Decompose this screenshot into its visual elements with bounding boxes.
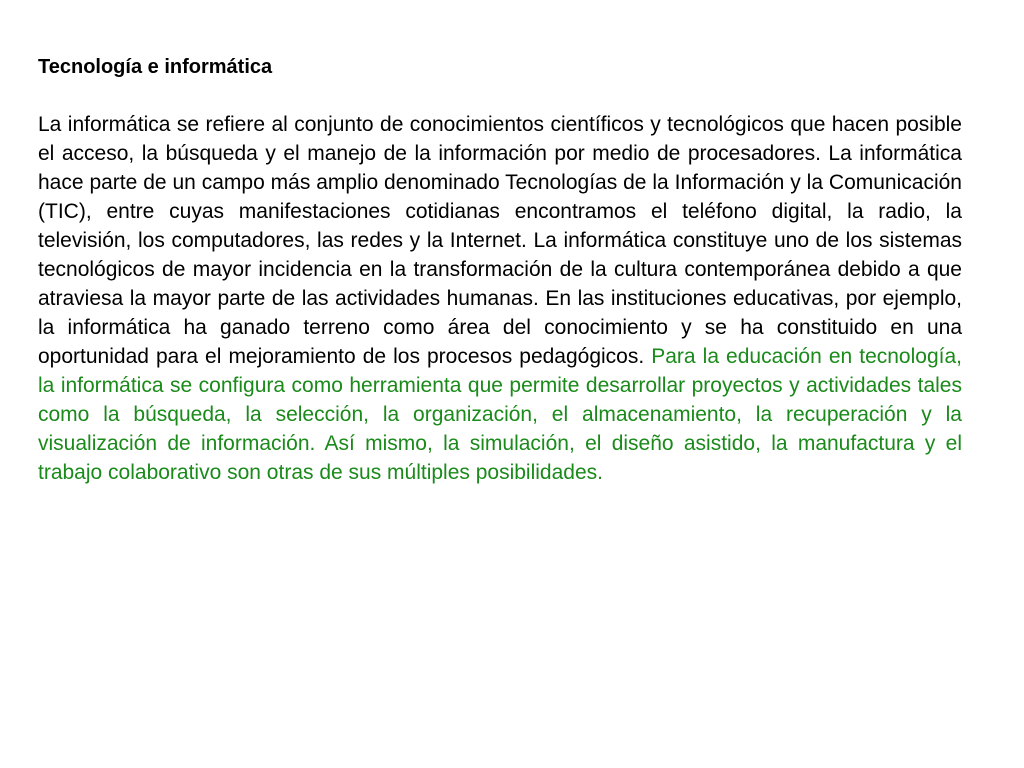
body-text-green: Para la educación en tecnología, la informática se configura como herramienta que permite desarrollar proyectos y actividades tales como la búsqueda, la selección, la organización, el almacenamiento, la recuperación y la visualización de información. Así mismo, la simulación, el diseño asistido, la manufactura y el trabajo colaborativo son otras de sus múltiples posibilidades. (38, 345, 962, 484)
slide-title: Tecnología e informática (38, 56, 273, 78)
body-paragraph (38, 110, 962, 487)
body-text-black: La informática se refiere al conjunto de conocimientos científicos y tecnológicos que hacen posible el acceso, la búsqueda y el manejo de la información por medio de procesadores. La informática hace parte de un campo más amplio denominado Tecnologías de la Información y la Comunicación (TIC), entre cuyas manifestaciones cotidianas encontramos el teléfono digital, la radio, la televisión, los computadores, las redes y la Internet. La informática constituye uno de los sistemas tecnológicos de mayor incidencia en la transformación de la cultura contemporánea debido a que atraviesa la mayor parte de las actividades humanas. En las instituciones educativas, por ejemplo, la informática ha ganado terreno como área del conocimiento y se ha constituido en una oportunidad para el mejoramiento de los procesos pedagógicos. (38, 113, 962, 368)
